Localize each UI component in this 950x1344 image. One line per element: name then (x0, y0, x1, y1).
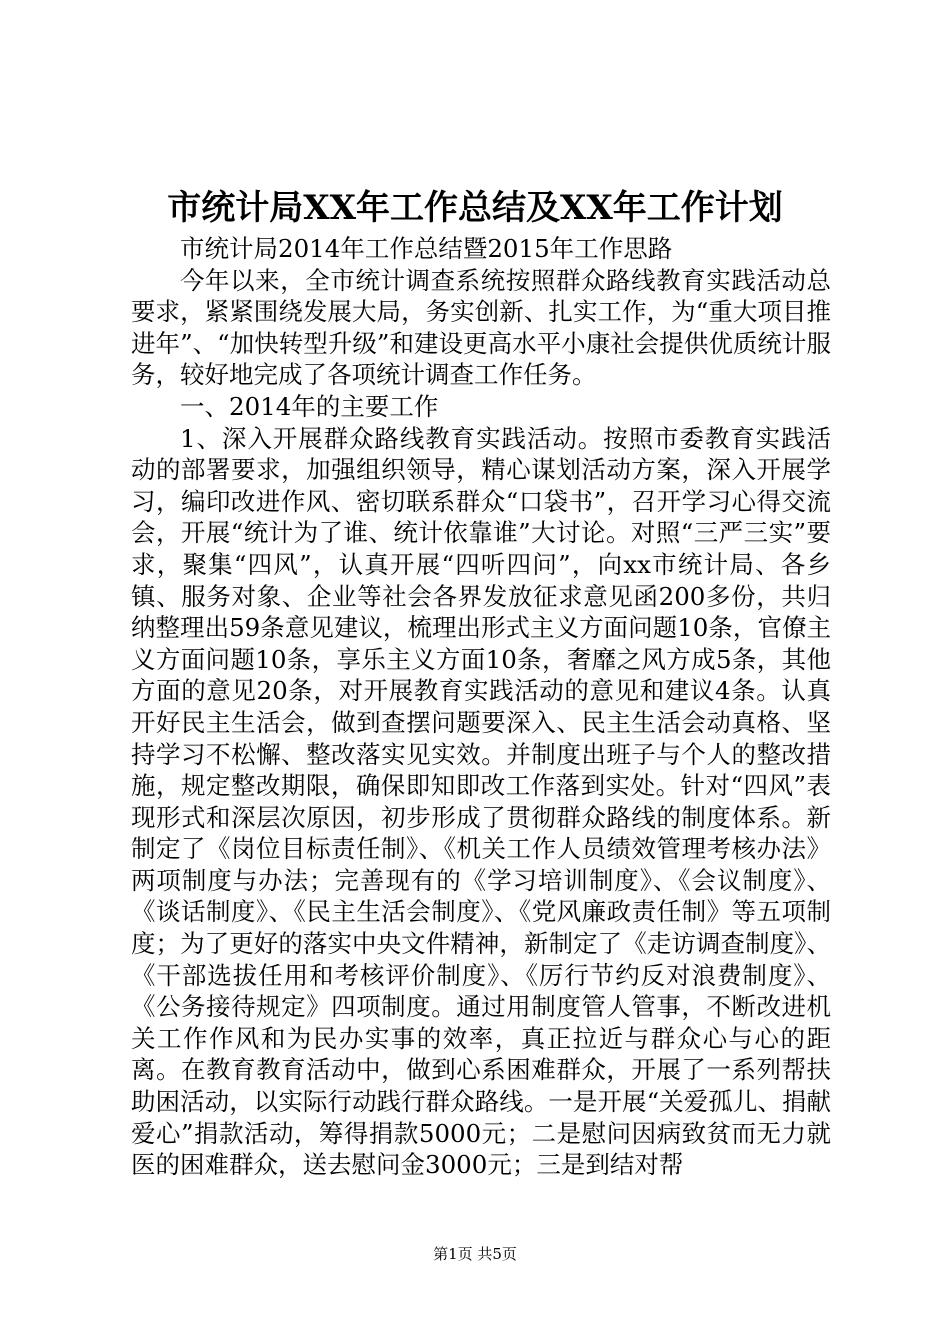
page-footer: 第1页 共5页 (433, 1245, 517, 1263)
subtitle-paragraph: 市统计局2014年工作总结暨2015年工作思路 (180, 234, 673, 263)
section-heading: 一、2014年的主要工作 (180, 391, 439, 421)
intro-paragraph: 今年以来，全市统计调查系统按照群众路线教育实践活动总要求，紧紧围绕发展大局，务实创新、扎实工作，为“重大项目推进年”、“加快转型升级”和建设更高水平小康社会提供优质统计服务，较好地完成了各项统计调查工作任务。 (131, 265, 831, 390)
document-title: 市统计局XX年工作总结及XX年工作计划 (167, 188, 783, 228)
body-paragraph: 1、深入开展群众路线教育实践活动。按照市委教育实践活动的部署要求，加强组织领导，精心谋划活动方案，深入开展学习，编印改进作风、密切联系群众“口袋书”，召开学习心得交流会，开展“统计为了谁、统计依靠谁”大讨论。对照“三严三实”要求，聚集“四风”，认真开展“四听四问”，向xx市统计局、各乡镇、服务对象、企业等社会各界发放征求意见函200多份，共归纳整理出59条意见建议，梳理出形式主义方面问题10条，官僚主义方面问题10条，享乐主义方面10条，奢靡之风方成5条，其他方面的意见20条，对开展教育实践活动的意见和建议4条。认真开好民主生活会，做到查摆问题要深入、民主生活会动真格、坚持学习不松懈、整改落实见实效。并制度出班子与个人的整改措施，规定整改期限，确保即知即改工作落到实处。针对“四风”表现形式和深层次原因，初步形成了贯彻群众路线的制度体系。新制定了《岗位目标责任制》、《机关工作人员绩效管理考核办法》两项制度与办法；完善现有的《学习培训制度》、《会议制度》、《谈话制度》、《民主生活会制度》、《党风廉政责任制》等五项制度；为了更好的落实中央文件精神，新制定了《走访调查制度》、《干部选拔任用和考核评价制度》、《厉行节约反对浪费制度》、《公务接待规定》四项制度。通过用制度管人管事，不断改进机关工作作风和为民办实事的效率，真正拉近与群众心与心的距离。在教育教育活动中，做到心系困难群众，开展了一系列帮扶助困活动，以实际行动践行群众路线。一是开展“关爱孤儿、捐献爱心”捐款活动，筹得捐款5000元；二是慰问因病致贫而无力就医的困难群众，送去慰问金3000元；三是到结对帮 (131, 423, 831, 1180)
document-body (131, 233, 831, 1181)
